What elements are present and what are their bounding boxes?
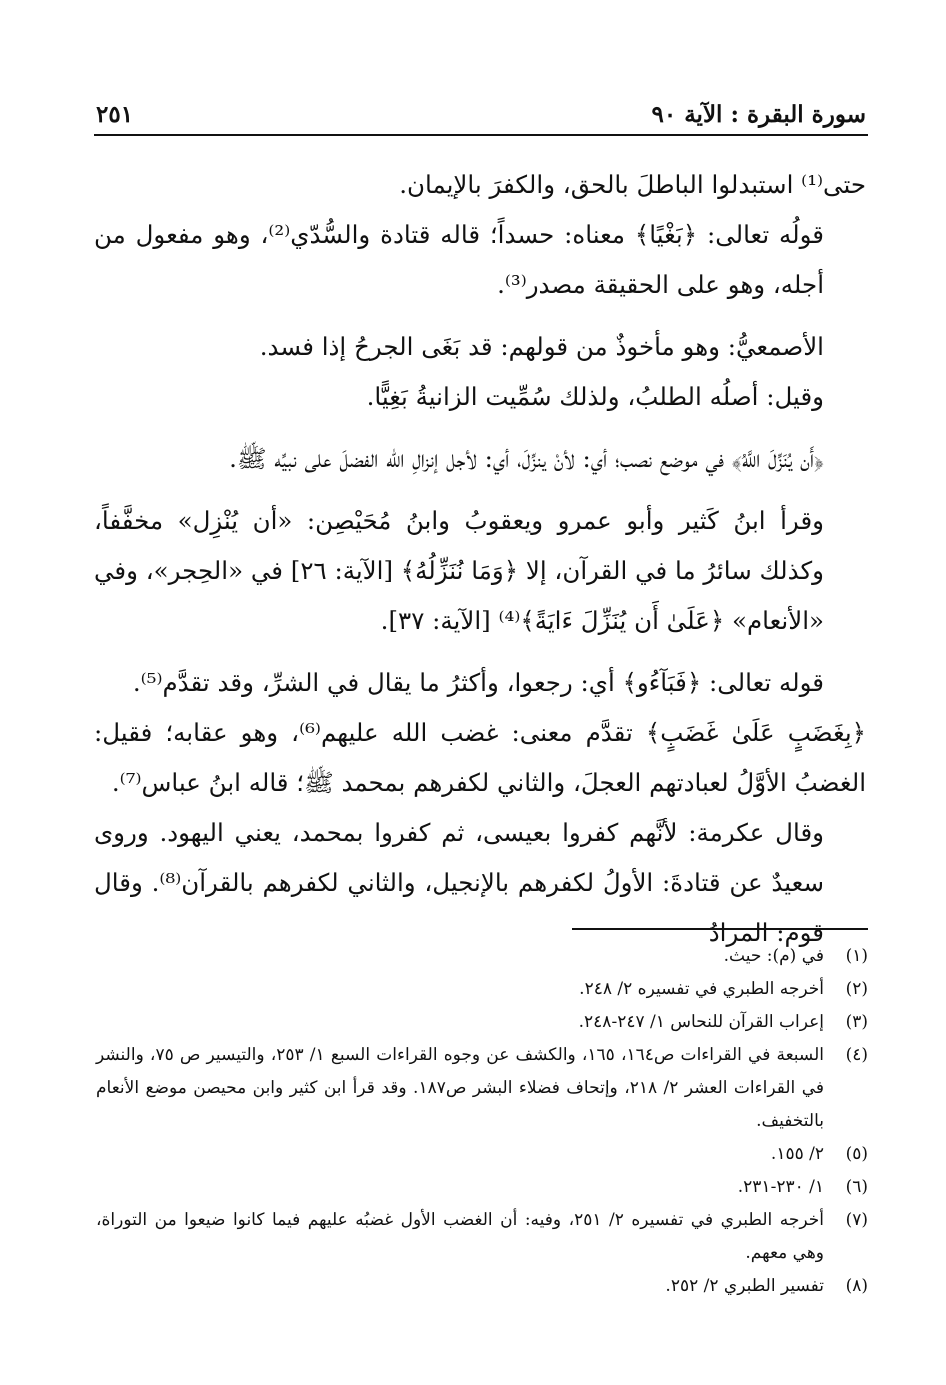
footnote-number: (٢) <box>845 979 868 999</box>
paragraph: ﴿أَن يُنَزِّلَ اللَّهُ﴾ في موضع نصب؛ أي: لأنْ ينزِّلَ، أي: لأجل إنزالِ الله الفضلَ على نبيِّه ﷺ. <box>229 444 824 473</box>
footnote <box>96 940 868 973</box>
footnote-number: (٧) <box>845 1210 868 1230</box>
footnotes <box>96 940 868 1303</box>
footnote-text: أخرجه الطبري في تفسيره ٢/ ٢٥١، وفيه: أن الغضب الأول غضبُه عليهم فيما كانوا ضيعوا من التوراة، وهي معهم. <box>96 1210 824 1263</box>
paragraph: وقيل: أصلُه الطلبُ، ولذلك سُمِّيت الزانيةُ بَغِيًّا. <box>366 382 824 411</box>
footnote <box>96 1006 868 1039</box>
footnote-number: (٤) <box>845 1045 868 1065</box>
paragraph: الأصمعيُّ: وهو مأخوذٌ من قولهم: قد بَغَى الجرحُ إذا فسد. <box>259 332 824 361</box>
footnote-number: (٨) <box>845 1276 868 1296</box>
footnote <box>96 1270 868 1303</box>
footnote-rule <box>572 928 868 930</box>
footnote-text: ٢/ ١٥٥. <box>770 1144 824 1164</box>
main-text <box>94 160 866 970</box>
paragraph: وقال عكرمة: لأنَّهم كفروا بعيسى، ثم كفروا بمحمد، يعني اليهود. وروى سعيدٌ عن قتادةَ: الأولُ لكفرهم بالإنجيل، والثاني لكفرهم بالقرآن⁽⁸⁾. وقال قوم: المرادُ <box>94 818 825 947</box>
footnote <box>96 1039 868 1138</box>
page-number: ٢٥١ <box>96 101 134 128</box>
footnote-number: (١) <box>845 946 868 966</box>
footnote-text: إعراب القرآن للنحاس ١/ ٢٤٧-٢٤٨. <box>578 1012 824 1032</box>
footnote-text: السبعة في القراءات ص١٦٤، ١٦٥، والكشف عن وجوه القراءات السبع ١/ ٢٥٣، والتيسير ص ٧٥، والنشر في القراءات العشر ٢/ ٢١٨، وإتحاف فضلاء البشر ص١٨٧. وقد قرأ ابن كثير وابن محيصن موضع الأنعام بالتخفيف. <box>96 1045 824 1131</box>
paragraph: وقرأ ابنُ كَثير وأبو عمرو ويعقوبُ وابنُ مُحَيْصِن: «أن يُنْزِل» مخفَّفاً، وكذلك سائرُ ما في القرآن، إلا ﴿وَمَا نُنَزِّلُهُ﴾ [الآية: ٢٦] في «الحِجر»، وفي «الأنعام» ﴿عَلَىٰ أَن يُنَزِّلَ ءَايَةً﴾⁽⁴⁾ [الآية: ٣٧]. <box>94 506 824 635</box>
footnote-text: أخرجه الطبري في تفسيره ٢/ ٢٤٨. <box>579 979 824 999</box>
footnote <box>96 1204 868 1270</box>
page-header <box>96 88 866 128</box>
paragraph: قولُه تعالى: ﴿بَغْيًا﴾ معناه: حسداً؛ قاله قتادة والسُّدّي⁽²⁾، وهو مفعول من أجله، وهو على الحقيقة مصدر⁽³⁾. <box>94 220 824 299</box>
footnote <box>96 973 868 1006</box>
header-rule <box>94 134 868 136</box>
footnote-number: (٦) <box>845 1177 868 1197</box>
footnote-text: في (م): حيث. <box>723 946 824 966</box>
footnote <box>96 1138 868 1171</box>
footnote-text: تفسير الطبري ٢/ ٢٥٢. <box>665 1276 824 1296</box>
footnote-text: ١/ ٢٣٠-٢٣١. <box>737 1177 824 1197</box>
footnote <box>96 1171 868 1204</box>
paragraph: ﴿بِغَضَبٍ عَلَىٰ غَضَبٍ﴾ تقدَّم معنى: غضب الله عليهم⁽⁶⁾، وهو عقابه؛ فقيل: الغضبُ الأوَّلُ لعبادتهم العجلَ، والثاني لكفرهم بمحمد ﷺ؛ قاله ابنُ عباس⁽⁷⁾. <box>94 718 866 797</box>
paragraph: قوله تعالى: ﴿فَبَآءُو﴾ أي: رجعوا، وأكثرُ ما يقال في الشرِّ، وقد تقدَّم⁽⁵⁾. <box>132 668 824 697</box>
footnote-number: (٣) <box>845 1012 868 1032</box>
paragraph: حتى⁽¹⁾ استبدلوا الباطلَ بالحق، والكفرَ بالإيمان. <box>399 170 866 199</box>
footnote-number: (٥) <box>845 1144 868 1164</box>
running-head: سورة البقرة : الآية ٩٠ <box>651 101 866 128</box>
